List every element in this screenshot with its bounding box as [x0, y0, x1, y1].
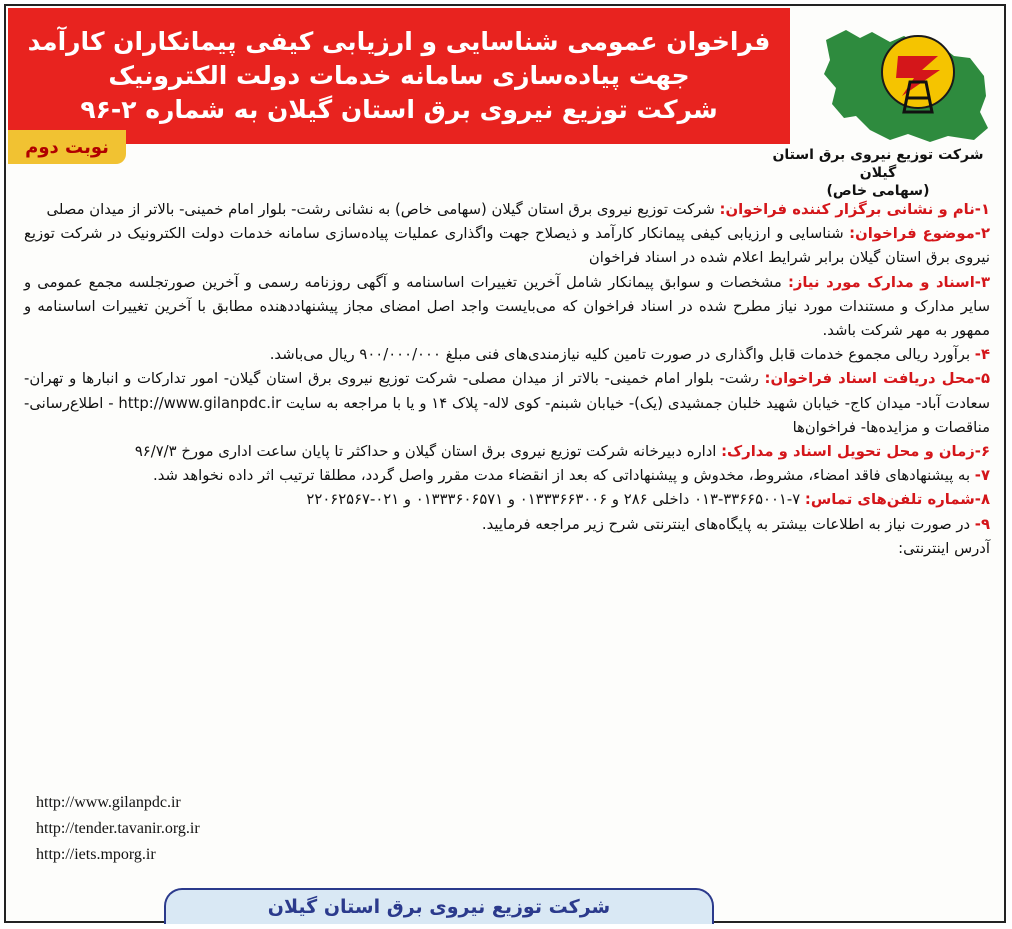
item-text: شناسایی و ارزیابی کیفی پیمانکار کارآمد و ذیصلاح جهت واگذاری عملیات پیاده‌سازی سامانه خدمات دولت الکترونیک در شرکت توزیع نیروی برق استان گیلان برابر شرایط اعلام شده در اسناد فراخوان: [24, 225, 990, 267]
item-label: موضوع فراخوان:: [849, 225, 975, 243]
url-link[interactable]: http://www.gilanpdc.ir: [36, 794, 181, 811]
item-number: ۴-: [974, 346, 990, 364]
title-line-2: جهت پیاده‌سازی سامانه خدمات دولت الکترونیک: [108, 61, 690, 90]
item-number: ۱-: [974, 201, 990, 218]
title-line-3: شرکت توزیع نیروی برق استان گیلان به شماره ۲-۹۶: [80, 95, 718, 124]
item-text: در صورت نیاز به اطلاعات بیشتر به پایگاه‌های اینترنتی شرح زیر مراجعه فرمایید.: [481, 515, 975, 533]
item-5: [24, 367, 990, 440]
advertisement-frame: [4, 4, 1006, 923]
company-name: شرکت توزیع نیروی برق استان گیلان: [772, 147, 984, 181]
item-label: اسناد و مدارک مورد نیاز:: [787, 273, 975, 291]
item-6: [24, 440, 990, 464]
item-4: [24, 343, 990, 367]
item-text: برآورد ریالی مجموع خدمات قابل واگذاری در صورت تامین کلیه نیازمندی‌های فنی مبلغ ۹۰۰/۰۰۰/۰۰۰ ریال می‌باشد.: [269, 346, 975, 364]
item-label: زمان و محل تحویل اسناد و مدارک:: [721, 443, 975, 461]
round-badge: نوبت دوم: [8, 130, 126, 164]
address-label: آدرس اینترنتی:: [898, 539, 990, 557]
item-number: ۹-: [974, 515, 990, 533]
company-type: (سهامی خاص): [826, 183, 930, 199]
electricity-company-logo-icon: [798, 12, 998, 148]
item-8: [24, 488, 990, 512]
item-text: رشت- بلوار امام خمینی- بالاتر از میدان مصلی- شرکت توزیع نیروی برق استان گیلان- امور تدارکات و انبارها و تهران- سعادت آباد- میدان کاج- خیابان شهید خلبان جمشیدی (یک)- خیابان شبنم- کوی لاله- پلاک ۱۴ و یا با مراجعه به سایت http://www.gilanpdc.ir - اطلاع‌رسانی- مناقصات و مزایده‌ها- فراخوان‌ها: [24, 370, 990, 436]
item-label: نام و نشانی برگزار کننده فراخوان:: [719, 201, 975, 218]
item-label: شماره تلفن‌های تماس:: [804, 491, 975, 509]
item-3: [24, 271, 990, 344]
item-number: ۷-: [974, 467, 990, 485]
item-number: ۳-: [974, 273, 990, 291]
item-7: [24, 464, 990, 488]
item-number: ۶-: [974, 443, 990, 461]
item-9: [24, 513, 990, 537]
item-number: ۸-: [974, 491, 990, 509]
url-link[interactable]: http://iets.mporg.ir: [36, 846, 156, 863]
item-label: محل دریافت اسناد فراخوان:: [764, 370, 975, 388]
title-banner: [8, 8, 790, 144]
item-text: شرکت توزیع نیروی برق استان گیلان (سهامی خاص) به نشانی رشت- بلوار امام خمینی- بالاتر از میدان مصلی: [46, 201, 720, 218]
url-link[interactable]: http://tender.tavanir.org.ir: [36, 820, 200, 837]
title-line-1: فراخوان عمومی شناسایی و ارزیابی کیفی پیمانکاران کارآمد: [27, 27, 771, 56]
item-text: مشخصات و سوابق پیمانکار شامل آخرین تغییرات اساسنامه و آگهی روزنامه رسمی و آخرین صورتجلسه مجمع عمومی و سایر مدارک و مستندات مورد نیاز مطرح شده در اسناد فراخوان که می‌بایست واجد اصل امضای مجاز پیشنهاددهنده مطابق با آخرین تغییرات اساسنامه و ممهور به مهر شرکت باشد.: [24, 273, 990, 340]
url-list: [36, 790, 200, 868]
item-text: ۷-۳۳۶۶۵۰۰۱-۰۱۳ داخلی ۲۸۶ و ۰۱۳۳۳۶۶۳۰۰۶ و ۰۱۳۳۳۶۰۶۵۷۱ و ۰۲۱-۲۲۰۶۲۵۶۷: [306, 491, 805, 509]
item-1: [24, 198, 990, 222]
item-number: ۵-: [974, 370, 990, 388]
notice-items: [24, 198, 990, 561]
item-2: [24, 222, 990, 270]
company-block: [758, 146, 998, 200]
item-text: اداره دبیرخانه شرکت توزیع نیروی برق استان گیلان و حداکثر تا پایان ساعت اداری مورخ ۹۶/۷/۳: [134, 443, 722, 461]
item-number: ۲-: [974, 225, 990, 243]
footer-company-name: شرکت توزیع نیروی برق استان گیلان: [164, 888, 714, 924]
item-text: به پیشنهادهای فاقد امضاء، مشروط، مخدوش و پیشنهاداتی که بعد از انقضاء مدت مقرر واصل گردد، مطلقا ترتیب اثر داده نخواهد شد.: [152, 467, 975, 485]
